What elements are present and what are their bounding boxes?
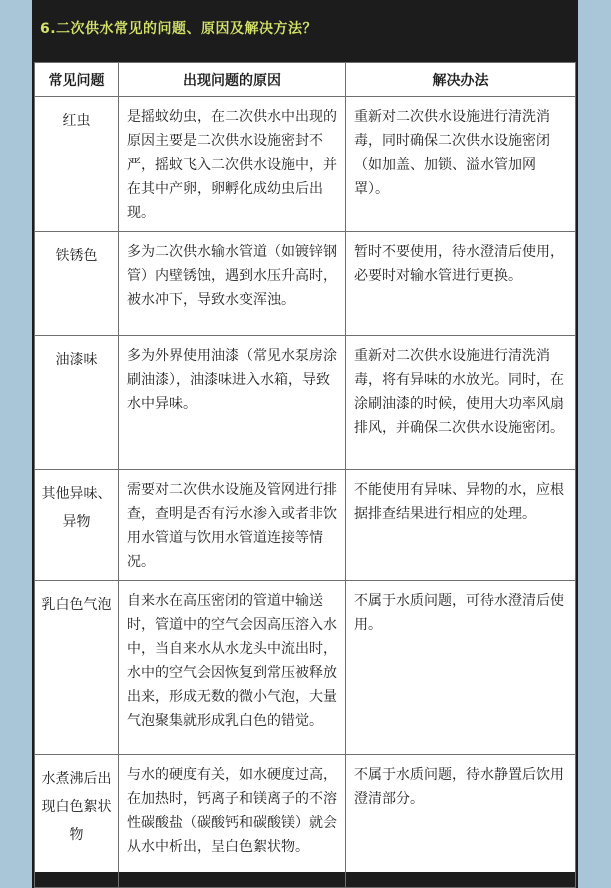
problem-cell: 水煮沸后出现白色絮状物 (35, 755, 119, 888)
table-row (35, 336, 576, 470)
section-heading: 6.二次供水常见的问题、原因及解决方法？ (40, 21, 318, 37)
header-solution: 解决办法 (346, 63, 576, 97)
table-row (35, 581, 576, 755)
cause-cell: 需要对二次供水设施及管网进行排查，查明是否有污水渗入或者非饮用水管道与饮用水管道连接等情况。 (119, 470, 346, 581)
header-problem: 常见问题 (35, 63, 119, 97)
table-card (34, 62, 575, 872)
solution-cell: 不能使用有异味、异物的水，应根据排查结果进行相应的处理。 (346, 470, 576, 581)
problem-cell: 红虫 (35, 97, 119, 232)
table-header-row (35, 63, 576, 97)
water-issues-table (34, 62, 576, 888)
solution-cell: 重新对二次供水设施进行清洗消毒，将有异味的水放光。同时，在涂刷油漆的时候，使用大功率风扇排风，并确保二次供水设施密闭。 (346, 336, 576, 470)
cause-cell: 多为二次供水输水管道（如镀锌钢管）内壁锈蚀，遇到水压升高时，被水冲下，导致水变浑浊。 (119, 232, 346, 336)
solution-cell: 不属于水质问题，可待水澄清后使用。 (346, 581, 576, 755)
problem-cell: 铁锈色 (35, 232, 119, 336)
table-row (35, 470, 576, 581)
cause-cell: 自来水在高压密闭的管道中输送时，管道中的空气会因高压溶入水中，当自来水从水龙头中流出时，水中的空气会因恢复到常压被释放出来，形成无数的微小气泡，大量气泡聚集就形成乳白色的错觉。 (119, 581, 346, 755)
table-row (35, 97, 576, 232)
solution-cell: 暂时不要使用，待水澄清后使用，必要时对输水管进行更换。 (346, 232, 576, 336)
cause-cell: 多为外界使用油漆（常见水泵房涂刷油漆），油漆味进入水箱，导致水中异味。 (119, 336, 346, 470)
table-row (35, 232, 576, 336)
table-row (35, 755, 576, 888)
cause-cell: 与水的硬度有关，如水硬度过高，在加热时，钙离子和镁离子的不溶性碳酸盐（碳酸钙和碳酸镁）就会从水中析出，呈白色絮状物。 (119, 755, 346, 888)
cause-cell: 是摇蚊幼虫，在二次供水中出现的原因主要是二次供水设施密封不严，摇蚊飞入二次供水设施中，并在其中产卵，卵孵化成幼虫后出现。 (119, 97, 346, 232)
solution-cell: 不属于水质问题，待水静置后饮用澄清部分。 (346, 755, 576, 888)
problem-cell: 乳白色气泡 (35, 581, 119, 755)
solution-cell: 重新对二次供水设施进行清洗消毒，同时确保二次供水设施密闭（如加盖、加锁、溢水管加网罩）。 (346, 97, 576, 232)
problem-cell: 油漆味 (35, 336, 119, 470)
problem-cell: 其他异味、异物 (35, 470, 119, 581)
header-cause: 出现问题的原因 (119, 63, 346, 97)
